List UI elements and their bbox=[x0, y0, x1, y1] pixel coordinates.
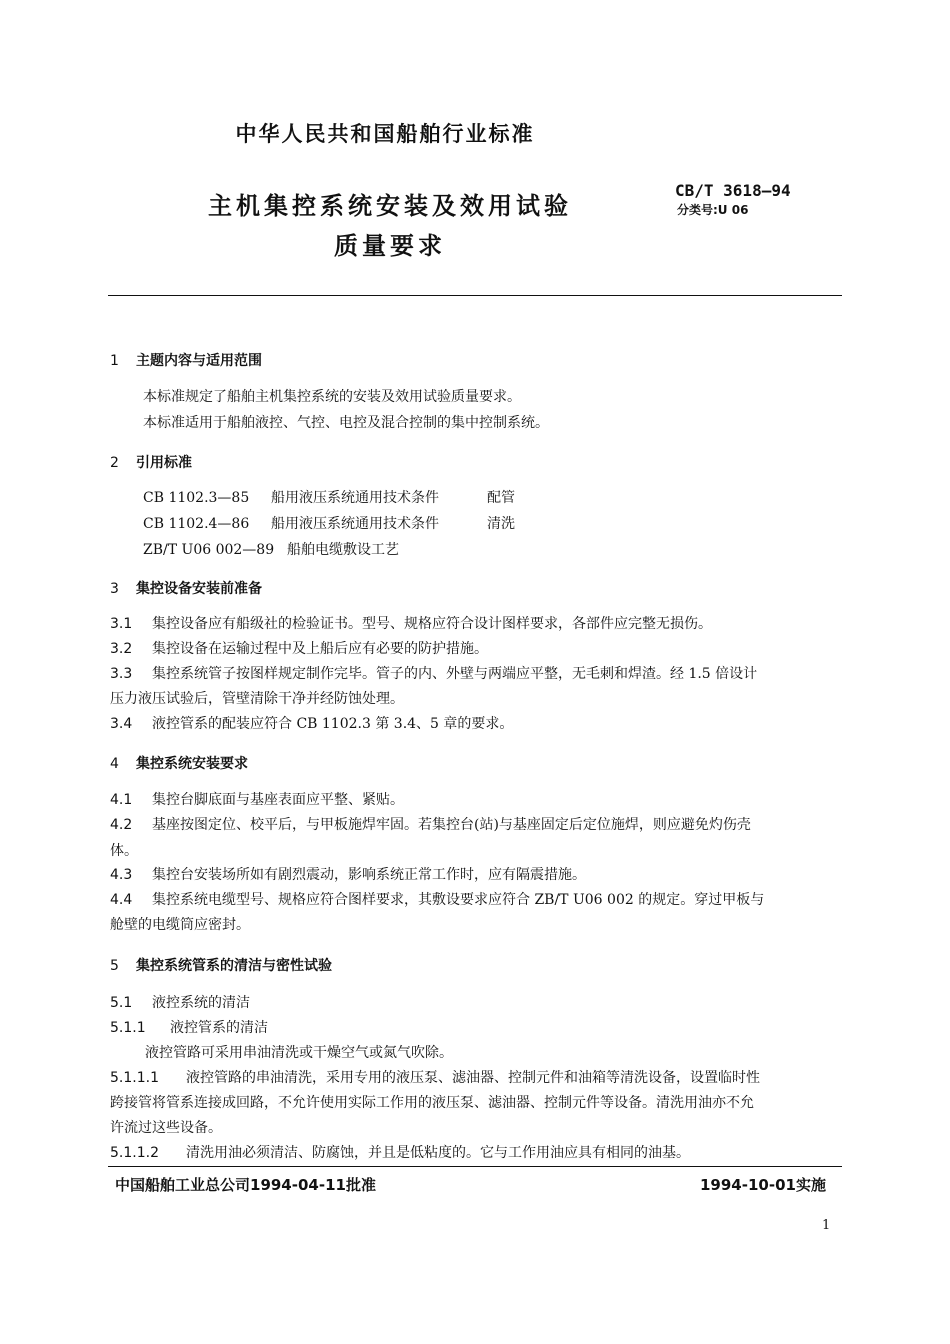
clause-number: 3.4 bbox=[110, 716, 133, 732]
clause-text: 液控系统的清洁 bbox=[152, 995, 250, 1011]
clause-text: 清洗用油必须清洁、防腐蚀，并且是低粘度的。它与工作用油应具有相同的油基。 bbox=[186, 1145, 690, 1161]
reference-code: ZB/T U06 002—89 bbox=[143, 542, 275, 558]
clause-5-1-1-2 bbox=[110, 1142, 690, 1162]
clause-text: 集控设备应有船级社的检验证书。型号、规格应符合设计图样要求，各部件应完整无损伤。 bbox=[152, 616, 712, 632]
clause-text: 基座按图定位、校平后，与甲板施焊牢固。若集控台(站)与基座固定后定位施焊，则应避免灼伤壳 bbox=[152, 817, 751, 833]
section-3-heading bbox=[110, 578, 262, 598]
reference-title: 船用液压系统通用技术条件 bbox=[271, 490, 439, 506]
clause-number: 4.3 bbox=[110, 867, 133, 883]
clause-3-2 bbox=[110, 638, 488, 658]
clause-text: 集控设备在运输过程中及上船后应有必要的防护措施。 bbox=[152, 641, 488, 657]
section-2-heading bbox=[110, 452, 192, 472]
standard-code: CB/T 3618—94 bbox=[675, 181, 791, 200]
clause-5-1-1 bbox=[110, 1017, 268, 1037]
clause-number: 5.1 bbox=[110, 995, 133, 1011]
page-number: 1 bbox=[822, 1218, 831, 1233]
section-title: 集控系统管系的清洁与密性试验 bbox=[136, 958, 332, 974]
implementation-date: 1994-10-01实施 bbox=[700, 1176, 826, 1194]
reference-title: 船舶电缆敷设工艺 bbox=[287, 542, 399, 558]
clause-number: 5.1.1.1 bbox=[110, 1070, 159, 1086]
section-1-heading bbox=[110, 350, 262, 370]
reference-code: CB 1102.4—86 bbox=[143, 516, 250, 532]
clause-4-3 bbox=[110, 864, 586, 884]
clause-number: 5.1.1 bbox=[110, 1020, 146, 1036]
clause-text: 液控管系的清洁 bbox=[170, 1020, 268, 1036]
clause-3-3-continuation: 压力液压试验后，管壁清除干净并经防蚀处理。 bbox=[110, 691, 404, 707]
issuing-authority: 中华人民共和国船舶行业标准 bbox=[235, 122, 535, 146]
s1-paragraph-1: 本标准规定了船舶主机集控系统的安装及效用试验质量要求。 bbox=[143, 389, 521, 405]
classification-number: 分类号:U 06 bbox=[677, 203, 749, 217]
clause-4-4-continuation: 舱壁的电缆筒应密封。 bbox=[110, 917, 250, 933]
clause-4-1 bbox=[110, 789, 404, 809]
clause-text: 集控系统电缆型号、规格应符合图样要求，其敷设要求应符合 ZB/T U06 002 的规定。穿过甲板与 bbox=[152, 892, 765, 908]
clause-5-1-1-1 bbox=[110, 1067, 760, 1087]
clause-number: 4.4 bbox=[110, 892, 133, 908]
clause-3-4 bbox=[110, 713, 513, 733]
reference-part: 清洗 bbox=[487, 516, 515, 532]
section-number: 2 bbox=[110, 455, 119, 471]
section-title: 集控设备安装前准备 bbox=[136, 581, 262, 597]
clause-number: 5.1.1.2 bbox=[110, 1145, 159, 1161]
section-number: 5 bbox=[110, 958, 119, 974]
clause-4-4 bbox=[110, 889, 764, 909]
clause-text: 集控系统管子按图样规定制作完毕。管子的内、外壁与两端应平整，无毛刺和焊渣。经 1.5 倍设计 bbox=[152, 666, 758, 682]
clause-4-2-continuation: 体。 bbox=[110, 843, 138, 859]
header-divider bbox=[108, 295, 842, 296]
clause-3-1 bbox=[110, 613, 712, 633]
clause-text: 集控台脚底面与基座表面应平整、紧贴。 bbox=[152, 792, 404, 808]
section-title: 主题内容与适用范围 bbox=[136, 353, 262, 369]
s1-paragraph-2: 本标准适用于船舶液控、气控、电控及混合控制的集中控制系统。 bbox=[143, 415, 549, 431]
clause-text: 液控管系的配装应符合 CB 1102.3 第 3.4、5 章的要求。 bbox=[152, 716, 514, 732]
section-number: 3 bbox=[110, 581, 119, 597]
reference-row bbox=[143, 539, 399, 559]
clause-number: 3.2 bbox=[110, 641, 133, 657]
clause-5-1-1-1-continuation: 跨接管将管系连接成回路，不允许使用实际工作用的液压泵、滤油器、控制元件等设备。清洗用油亦不允 bbox=[110, 1095, 754, 1111]
clause-text: 集控台安装场所如有剧烈震动，影响系统正常工作时，应有隔震措施。 bbox=[152, 867, 586, 883]
clause-number: 3.1 bbox=[110, 616, 133, 632]
clause-number: 3.3 bbox=[110, 666, 133, 682]
reference-row bbox=[143, 513, 515, 533]
section-5-heading bbox=[110, 955, 332, 975]
clause-5-1 bbox=[110, 992, 250, 1012]
section-title: 集控系统安装要求 bbox=[136, 756, 248, 772]
clause-number: 4.2 bbox=[110, 817, 133, 833]
document-title-line1: 主机集控系统安装及效用试验 bbox=[208, 192, 572, 220]
reference-row bbox=[143, 487, 515, 507]
reference-code: CB 1102.3—85 bbox=[143, 490, 250, 506]
section-4-heading bbox=[110, 753, 248, 773]
approval-statement: 中国船舶工业总公司1994-04-11批准 bbox=[115, 1176, 376, 1194]
clause-5-1-1-paragraph: 液控管路可采用串油清洗或干燥空气或氮气吹除。 bbox=[145, 1045, 453, 1061]
clause-3-3 bbox=[110, 663, 757, 683]
section-number: 4 bbox=[110, 756, 119, 772]
section-title: 引用标准 bbox=[136, 455, 192, 471]
reference-title: 船用液压系统通用技术条件 bbox=[271, 516, 439, 532]
clause-text: 液控管路的串油清洗，采用专用的液压泵、滤油器、控制元件和油箱等清洗设备，设置临时性 bbox=[186, 1070, 760, 1086]
footer-divider bbox=[108, 1166, 842, 1167]
document-title-line2: 质量要求 bbox=[334, 232, 446, 260]
clause-5-1-1-1-continuation: 许流过这些设备。 bbox=[110, 1120, 222, 1136]
clause-4-2 bbox=[110, 814, 751, 834]
clause-number: 4.1 bbox=[110, 792, 133, 808]
reference-part: 配管 bbox=[487, 490, 515, 506]
section-number: 1 bbox=[110, 353, 119, 369]
